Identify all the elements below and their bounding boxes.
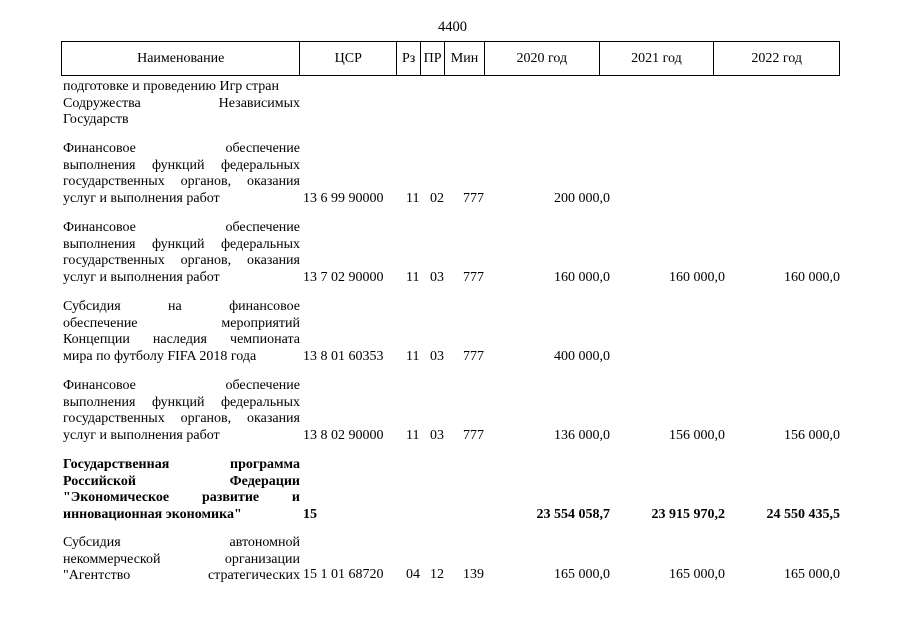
header-pr: ПР <box>421 42 445 75</box>
row-2020: 136 000,0 <box>554 428 610 443</box>
name-line: Государственная программа <box>63 457 300 472</box>
name-line: инновационная экономика" <box>63 506 242 522</box>
row-name <box>63 220 300 286</box>
name-line: некоммерческой организации <box>63 551 300 567</box>
name-line: услуг и выполнения работ <box>63 427 220 443</box>
row-2020: 165 000,0 <box>554 567 610 582</box>
header-2021: 2021 год <box>600 42 715 75</box>
header-name: Наименование <box>62 42 300 75</box>
table-row <box>61 220 840 288</box>
row-2020: 23 554 058,7 <box>536 507 610 522</box>
row-csr: 15 1 01 68720 <box>303 567 384 582</box>
row-2021: 165 000,0 <box>669 567 725 582</box>
row-min: 139 <box>463 567 484 582</box>
row-csr: 13 8 02 90000 <box>303 428 384 443</box>
row-pr: 02 <box>430 191 444 206</box>
row-rz: 11 <box>406 191 420 206</box>
name-line: Российской Федерации <box>63 473 300 489</box>
row-min: 777 <box>463 191 484 206</box>
row-2022: 160 000,0 <box>784 270 840 285</box>
name-line: Государств <box>63 112 129 128</box>
table-row <box>61 378 840 446</box>
header-rz: Рз <box>397 42 421 75</box>
page-number: 4400 <box>438 19 467 35</box>
name-line: государственных органов, оказания <box>63 253 300 269</box>
table-row <box>61 535 840 586</box>
name-line: выполнения функций федеральных <box>63 394 300 410</box>
table-header <box>61 41 840 76</box>
name-line: Финансовое обеспечение <box>63 378 300 393</box>
header-2022: 2022 год <box>751 50 802 66</box>
name-line: подготовке и проведению Игр стран <box>63 79 280 94</box>
name-line: услуг и выполнения работ <box>63 190 220 206</box>
header-csr: ЦСР <box>300 42 397 75</box>
row-rz: 11 <box>406 428 420 443</box>
name-line: Концепции наследия чемпионата <box>63 332 300 348</box>
header-2020: 2020 год <box>485 42 600 75</box>
row-name <box>63 79 300 129</box>
name-line: Субсидия автономной <box>63 535 300 550</box>
name-line: Содружества Независимых <box>63 95 300 111</box>
row-min: 777 <box>463 349 484 364</box>
row-name <box>63 535 300 585</box>
name-line: Финансовое обеспечение <box>63 220 300 235</box>
table-row <box>61 79 840 130</box>
row-2021: 156 000,0 <box>669 428 725 443</box>
row-2021: 23 915 970,2 <box>651 507 725 522</box>
row-2022: 156 000,0 <box>784 428 840 443</box>
table-row <box>61 141 840 209</box>
name-line: государственных органов, оказания <box>63 174 300 190</box>
name-line: обеспечение мероприятий <box>63 315 300 331</box>
row-rz: 04 <box>406 567 420 582</box>
name-line: выполнения функций федеральных <box>63 157 300 173</box>
name-line: Субсидия на финансовое <box>63 299 300 314</box>
row-min: 777 <box>463 270 484 285</box>
name-line: выполнения функций федеральных <box>63 236 300 252</box>
row-csr: 13 8 01 60353 <box>303 349 384 364</box>
row-name <box>63 457 300 523</box>
name-line: "Агентство стратегических <box>63 568 300 584</box>
row-pr: 03 <box>430 428 444 443</box>
name-line: услуг и выполнения работ <box>63 269 220 285</box>
row-name <box>63 141 300 207</box>
row-min: 777 <box>463 428 484 443</box>
name-line: государственных органов, оказания <box>63 411 300 427</box>
row-2020: 160 000,0 <box>554 270 610 285</box>
name-line: "Экономическое развитие и <box>63 490 300 506</box>
name-line: Финансовое обеспечение <box>63 141 300 156</box>
table-row-program <box>61 457 840 525</box>
table-row <box>61 299 840 367</box>
name-line: мира по футболу FIFA 2018 года <box>63 348 257 364</box>
row-csr: 13 7 02 90000 <box>303 270 384 285</box>
row-pr: 03 <box>430 270 444 285</box>
row-name <box>63 378 300 444</box>
row-2020: 400 000,0 <box>554 349 610 364</box>
row-rz: 11 <box>406 270 420 285</box>
row-rz: 11 <box>406 349 420 364</box>
row-2021: 160 000,0 <box>669 270 725 285</box>
row-2020: 200 000,0 <box>554 191 610 206</box>
row-2022: 165 000,0 <box>784 567 840 582</box>
row-pr: 12 <box>430 567 444 582</box>
row-csr: 15 <box>303 507 317 522</box>
row-name <box>63 299 300 365</box>
row-2022: 24 550 435,5 <box>766 507 840 522</box>
row-pr: 03 <box>430 349 444 364</box>
header-min: Мин <box>445 42 485 75</box>
row-csr: 13 6 99 90000 <box>303 191 384 206</box>
